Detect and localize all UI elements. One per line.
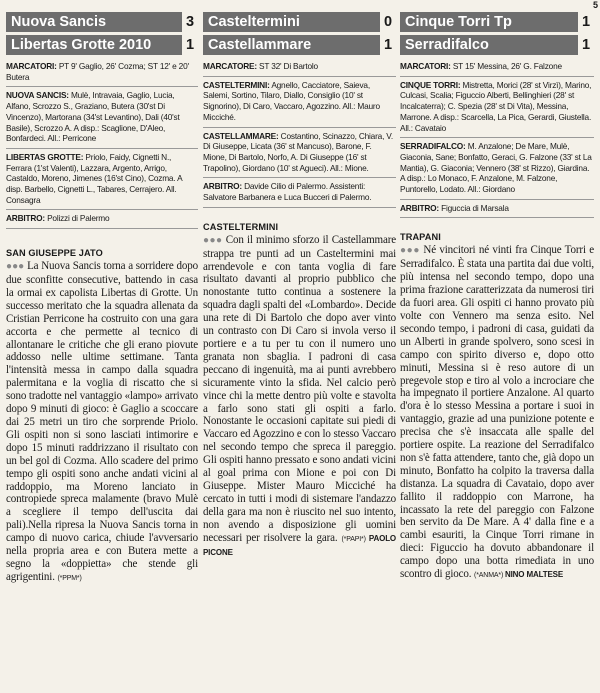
away-team-bar [203,35,396,55]
article-body: ●●● Né vincitori né vinti fra Cinque Torri e Serradifalco. È stata una partita dai due volti, più intensa nel secondo tempo, dopo una prima frazione caratterizzata da numerosi tiri da fuori area. Gli ospiti ci hanno provato più volte con Vennero ma senza esito. Nel secondo tempo, i padroni di casa, guidati da un Alberti in grande spolvero, sono scesi in campo con spirito diverso e, dopo otto minuti, Messina si è reso autore di un pregevole stop e tiro al volo a incrociare che ha impegnato il portiere Anzalone. Al quarto d'ora è lo stesso Messina a portare i suoi in vantaggio, grazie ad una punizione potente e precisa che s'è insaccata alle spalle del portiere ospite. La reazione del Serradifalco non s'è fatta attendere, tanto che, già dopo un minuto, Bonfatto ha colpito la traversa dalla distanza. La squadra di Cavataio, dopo aver fallito il raddoppio con Marrone, ha incassato la rete del pareggio con Falzone ben servito da De Mare. A 4' dalla fine e a cambi esauriti, la Cinque Torri rimane in dieci: Figuccio ha dovuto abbandonare il campo dopo una botta rimediata in uno scontro di gioco. (*ANMA*) NINO MALTESE [400,244,595,581]
home-team-name: Cinque Torri Tp [405,14,512,30]
away-lineup: SERRADIFALCO: M. Anzalone; De Mare, Mulè, Giaconia, Sane; Bonfatto, Geraci, G. Falzone (33' st La Mantia), G. Giaconia; Vennero (38' st Rizzo), Giardina. A disp.: Lo Monaco, F. Anzalone, M. Falzone, Puntorello, Lodato. All.: Giordano [400,138,594,200]
home-lineup: CINQUE TORRI: Mistretta, Morici (28' st Virzì), Marino, Culcasi, Scalia; Figuccio Alberti, Bellinghieri (28' st Incalcaterra); C. Spezia (28' st Di Vita), Messina, Marrone. A disp.: Scarcella, La Pica, Gerardi, Giustella. All.: Cavataio [400,77,594,139]
away-team-score: 1 [182,35,198,55]
match-column-3 [400,0,594,583]
match-column-2 [203,0,396,561]
scorers-box: MARCATORI: PT 9' Gaglio, 26' Cozma; ST 12' e 20' Butera [6,58,198,87]
home-team-bar [6,12,198,32]
away-team-bar [6,35,198,55]
dateline: SAN GIUSEPPE JATO [6,248,103,259]
away-team-name: Castellammare [208,37,312,53]
home-lineup: CASTELTERMINI: Agnello, Cacciatore, Saieva, Salemi, Sortino, Tilaro, Diallo, Consiglio (10' st Signorino), Di Caro, Vaccaro, Agozzino. All.: Mauro Micciché. [203,77,396,128]
scorers-box: MARCATORI: ST 15' Messina, 26' G. Falzone [400,58,594,77]
away-team-name: Libertas Grotte 2010 [11,37,152,53]
away-team-score: 1 [578,35,594,55]
home-team-score: 3 [182,12,198,32]
home-team-score: 0 [380,12,396,32]
signature: (*ANMA*) NINO MALTESE [474,570,564,580]
home-team-bar [400,12,594,32]
match-column-1 [6,0,198,586]
home-team-name: Nuova Sancis [11,14,107,30]
home-team-name: Casteltermini [208,14,300,30]
referee-box: ARBITRO: Davide Cilio di Palermo. Assistenti: Salvatore Barbanera e Luca Bucceri di Palermo. [203,178,396,207]
away-lineup: CASTELLAMMARE: Costantino, Scinazzo, Chiara, V. Di Giuseppe, Licata (36' st Mancuso), Barone, F. Mione, Di Bartolo, Norfo, A. Di Giuseppe (16' st Trapolino), Giordano (10' st Agueci). All.: Mione. [203,128,396,179]
away-team-bar [400,35,594,55]
dateline: TRAPANI [400,232,441,243]
home-team-bar [203,12,396,32]
away-team-name: Serradifalco [405,37,489,53]
page-number: 5 [592,0,598,10]
away-team-score: 1 [380,35,396,55]
home-lineup: NUOVA SANCIS: Mulè, Intravaia, Gaglio, Lucia, Alfano, Scrozzo S., Graziano, Butera (30'st Di Vincenzo), Martorana (34'st Levantino), Dali (40'st Basile), Scrozzo A. A disp.: Scaglione, D'Aleo, Bonfardeci. All.: Perricone [6,87,198,149]
article-body: ●●● La Nuova Sancis torna a sorridere dopo due sconfitte consecutive, battendo in casa la ormai ex capolista Libertas di Grotte. Un successo meritato che la squadra allenata da Cristian Perricone ha costruito con una gara accorta e che permette al tecnico di allontanare le critiche che gli erano piovute addosso nelle ultime settimane. Tanta l'intensità messa in campo dalla squadra palermitana e la voglia di riscatto che si sono tradotte nel vantaggio «lampo» arrivato dopo 9 minuti di gioco: è Gaglio a scoccare dai 25 metri un tiro che sorprende Priolo. Gli ospiti non si sono lasciati intimorire e dopo 15 minuti raddrizzano il risultato con un bel gol di Cozma. Allo scadere del primo tempo gli ospiti sono anche andati vicini al raddoppio, ma Moreno lanciato in contropiede spreca malamente (bravo Mulè a scegliere il tempo dell'uscita dai pali).Nella ripresa la Nuova Sancis torna in campo di nuovo carica, chiude l'avversario nella propria area e con Butera mette a segno la «doppietta» che stende gli agrigentini. (*PPM*) [6,260,198,583]
article-body: ●●● Con il minimo sforzo il Castellammare strappa tre punti ad un Casteltermini mai arrendevole e con tanta voglia di fare risultato davanti al proprio pubblico che nonostante tutto continua a sostenere la squadra dagli spalti del «Lombardo». Decide una rete di Di Bartolo che dopo aver vinto un contrasto con Di Caro si invola verso il portiere e a tu per tu con il numero uno granata non sbaglia. I padroni di casa peccano di ingenuità, ma ai punti avrebbero sicuramente vinto la sfida. Nel calcio però vince chi la mette dentro più volte e stavolta a farlo sono stati gli ospiti a farlo. Nonostante le occasioni capitate sui piedi di Vaccaro ed Agozzino e con lo stesso Vaccaro nel secondo tempo che spreca il pareggio. Gli ospiti hanno pressato e sono andati vicini al goal prima con Mione e poi con Di Giuseppe. Mister Mauro Micciché ha cercato in tutti i modi di sistemare l'andazzo della gara ma non è riuscito nel suo intento, non avendo a disposizione gli uomini necessari per risolvere la gara. (*PAPI*) PAOLO PICONE [203,233,397,558]
referee-box: ARBITRO: Polizzi di Palermo [6,210,198,229]
referee-box: ARBITRO: Figuccia di Marsala [400,200,594,219]
scorers-box: MARCATORE: ST 32' Di Bartolo [203,58,396,77]
signature: (*PPM*) [57,574,82,582]
home-team-score: 1 [578,12,594,32]
dateline: CASTELTERMINI [203,221,279,232]
signature: (*PAPI*) PAOLO PICONE [203,533,397,558]
away-lineup: LIBERTAS GROTTE: Priolo, Faidy, Cignetti N., Ferrara (1'st Valenti), Lazzara, Argento, Arrigo, Castaldo, Moreno, Jimenes (16'st Cino), Cozma. A disp. Barbello, Cignetti L., Tabares, Cerrajero. All. Consagra [6,149,198,211]
